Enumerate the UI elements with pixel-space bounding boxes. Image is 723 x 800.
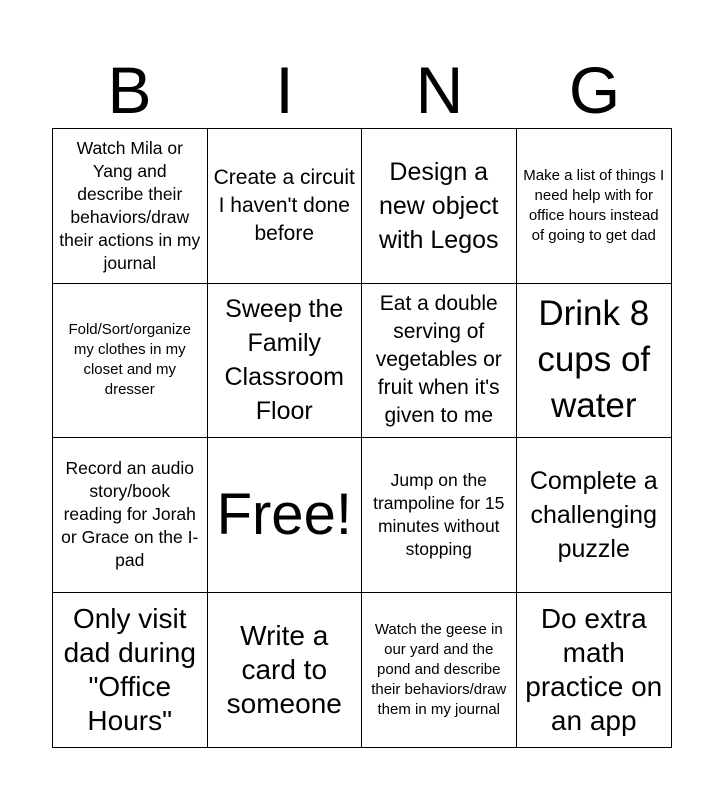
- header-letter-g: G: [568, 53, 621, 127]
- header-letter-i: I: [275, 53, 294, 127]
- bingo-cell-text: Do extra math practice on an app: [525, 602, 663, 736]
- bingo-cell[interactable]: [208, 284, 363, 439]
- bingo-cell-text: Only visit dad during "Office Hours": [63, 602, 196, 736]
- bingo-cell[interactable]: [53, 129, 208, 284]
- header-letter-n: N: [415, 53, 464, 127]
- bingo-cell[interactable]: [53, 593, 208, 748]
- bingo-cell-text: Free!: [216, 481, 352, 547]
- bingo-cell-text: Drink 8 cups of water: [537, 294, 651, 426]
- bingo-cell[interactable]: [517, 438, 672, 593]
- bingo-cell-text: Fold/Sort/organize my clothes in my closet and my dresser: [68, 321, 192, 399]
- bingo-cell[interactable]: [517, 593, 672, 748]
- bingo-cell-text: Create a circuit I haven't done before: [213, 165, 355, 245]
- bingo-cell[interactable]: [208, 593, 363, 748]
- bingo-cell-text: Write a card to someone: [226, 619, 342, 719]
- bingo-cell[interactable]: [517, 129, 672, 284]
- header-letter-b: B: [107, 53, 152, 127]
- bingo-cell[interactable]: [362, 129, 517, 284]
- bingo-cell[interactable]: [517, 284, 672, 439]
- bingo-cell-text: Record an audio story/book reading for Jorah or Grace on the I-pad: [61, 458, 199, 571]
- bingo-cell-text: Make a list of things I need help with for office hours instead of going to get dad: [523, 166, 665, 244]
- bingo-header: [52, 52, 672, 128]
- bingo-cell-text: Watch Mila or Yang and describe their behaviors/draw their actions in my journal: [59, 137, 201, 273]
- bingo-cell[interactable]: [362, 284, 517, 439]
- bingo-cell[interactable]: [208, 129, 363, 284]
- bingo-cell-text: Sweep the Family Classroom Floor: [224, 295, 344, 426]
- bingo-cell-text: Eat a double serving of vegetables or fruit when it's given to me: [375, 292, 502, 428]
- bingo-cell[interactable]: [53, 438, 208, 593]
- bingo-cell-text: Watch the geese in our yard and the pond and describe their behaviors/draw them in my journal: [371, 620, 507, 718]
- bingo-cell[interactable]: [362, 593, 517, 748]
- bingo-card-grid: [52, 128, 672, 748]
- bingo-cell[interactable]: [362, 438, 517, 593]
- bingo-cell-text: Jump on the trampoline for 15 minutes without stopping: [373, 469, 505, 559]
- bingo-cell-text: Complete a challenging puzzle: [529, 466, 658, 563]
- bingo-cell[interactable]: [53, 284, 208, 439]
- bingo-free-cell[interactable]: [208, 438, 363, 593]
- bingo-cell-text: Design a new object with Legos: [378, 157, 499, 254]
